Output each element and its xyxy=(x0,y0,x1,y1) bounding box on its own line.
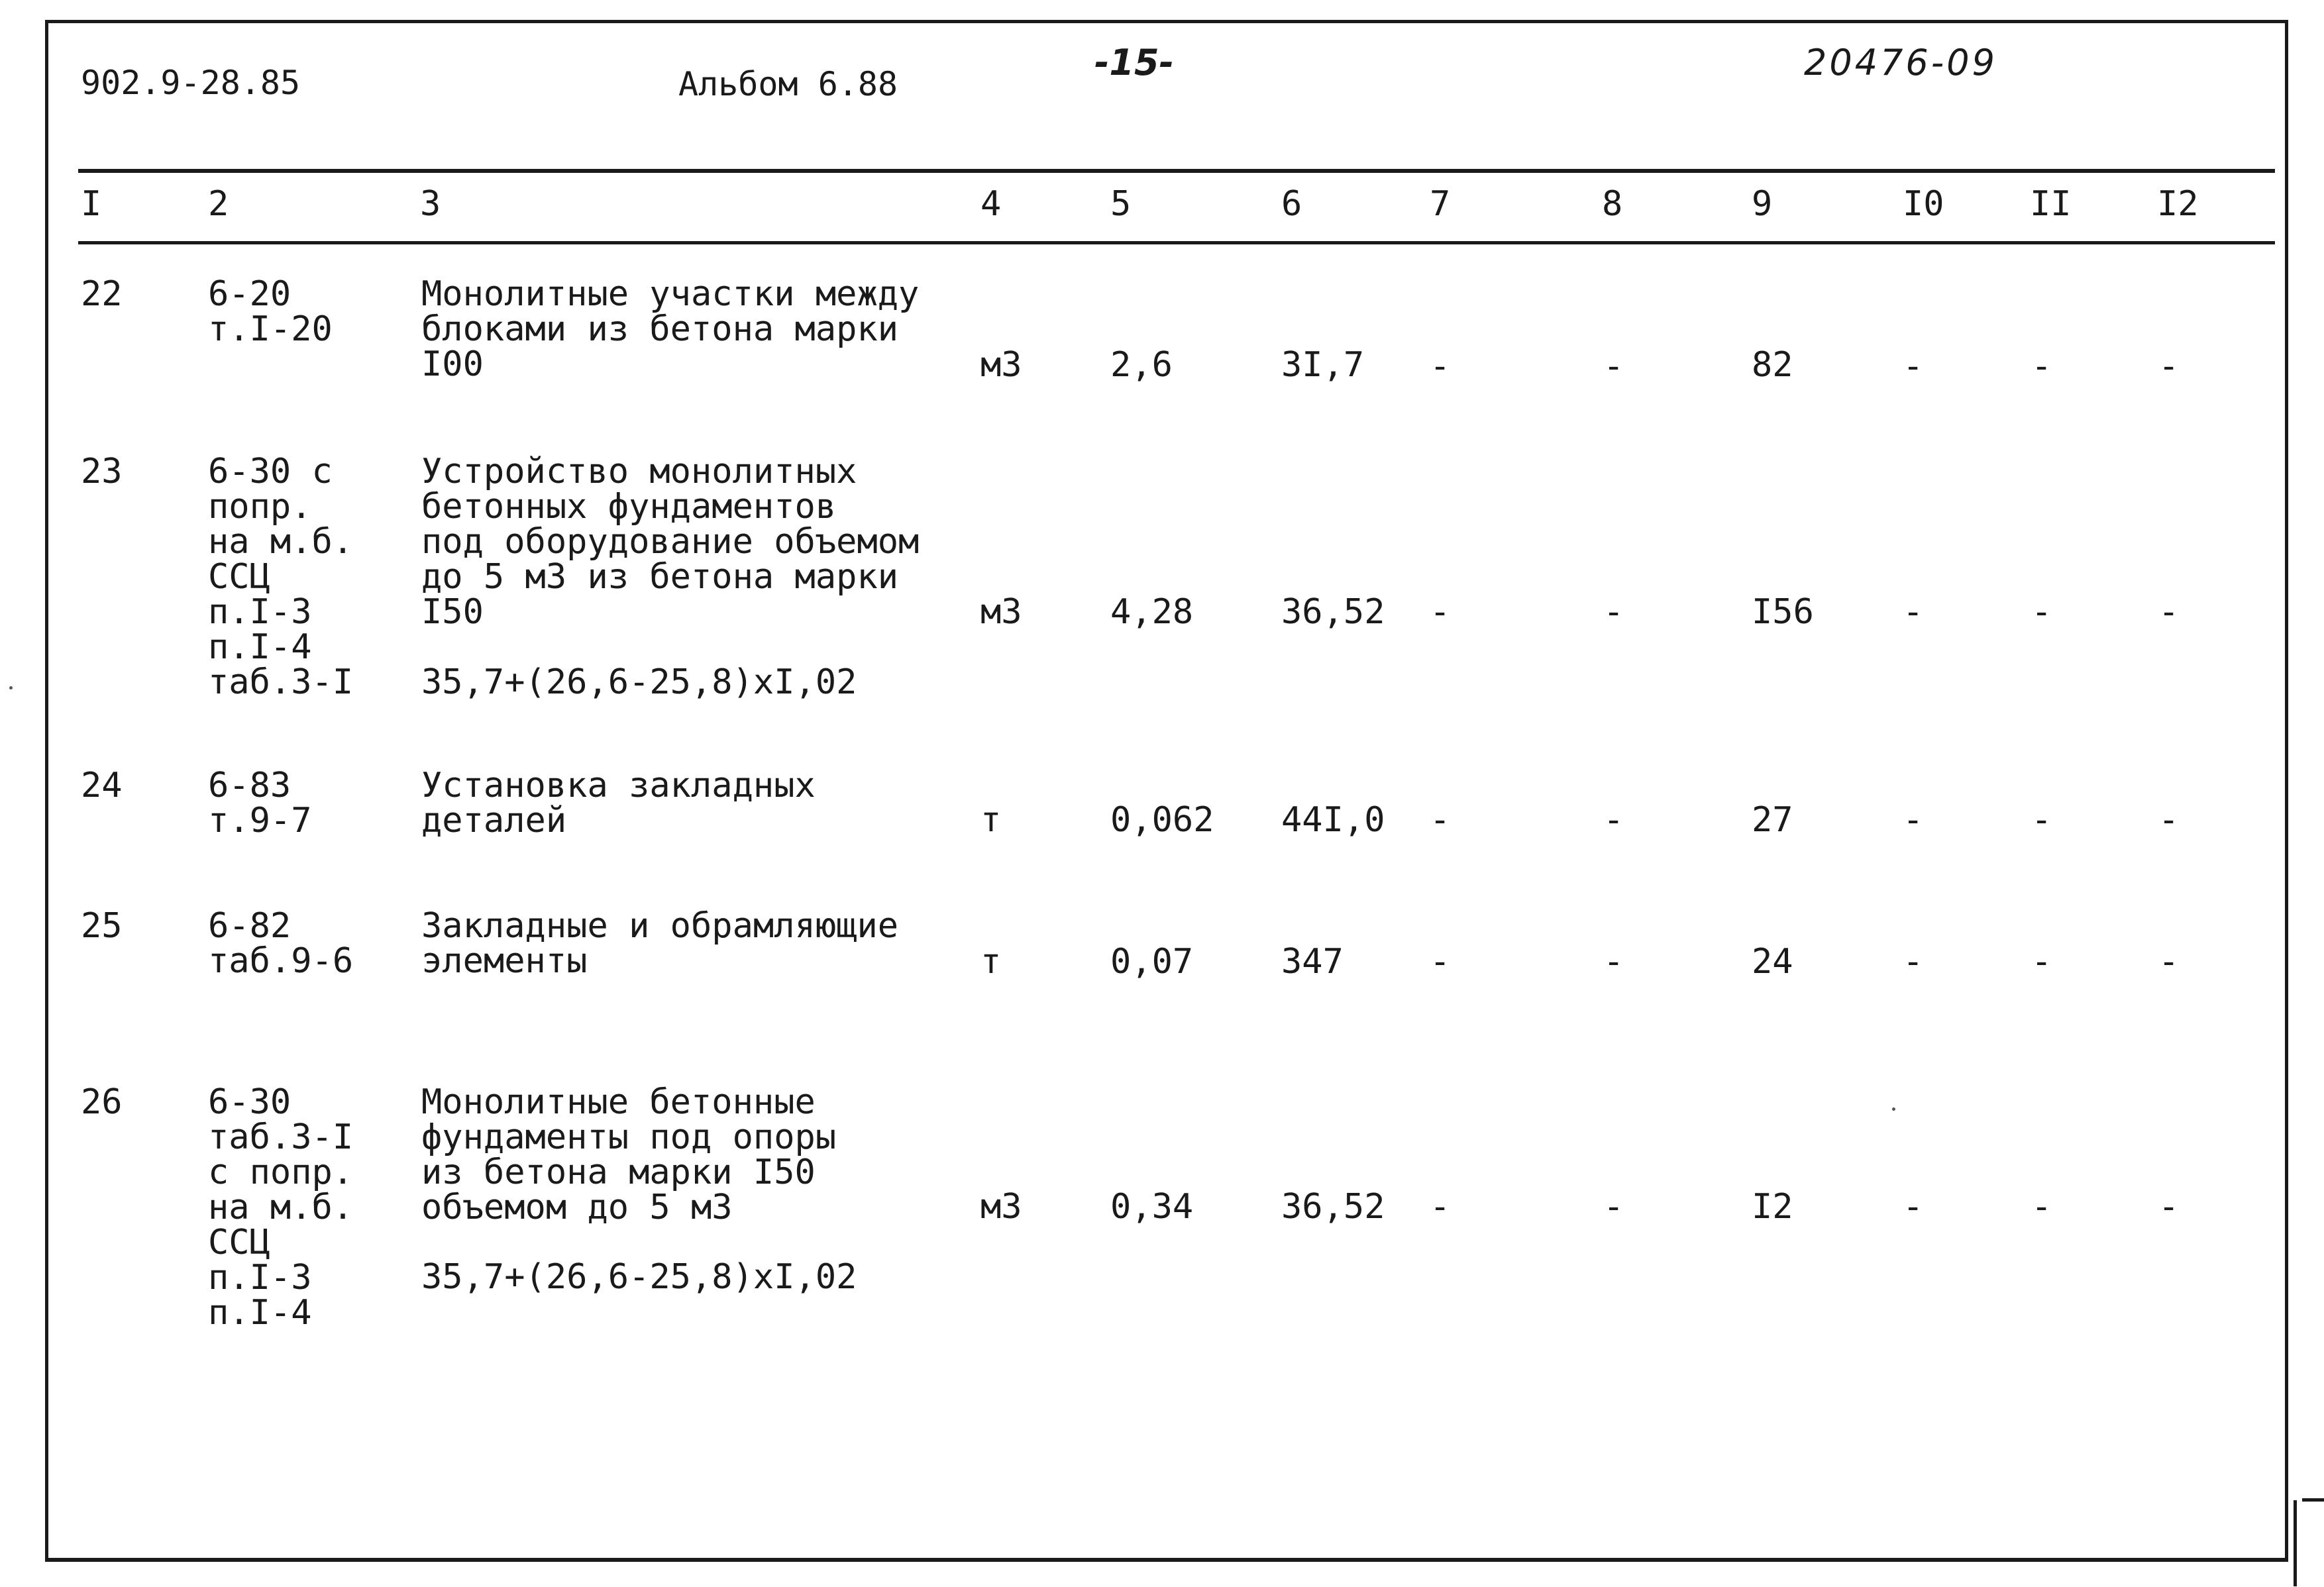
col9-value: I2 xyxy=(1752,1187,1793,1227)
quantity: 0,34 xyxy=(1110,1187,1194,1227)
row-number: 25 xyxy=(81,906,123,946)
col10-value: - xyxy=(1903,592,1924,632)
unit: м3 xyxy=(980,1187,1022,1227)
col11-value: - xyxy=(2031,800,2052,840)
col11-value: - xyxy=(2031,592,2052,632)
column-number: 2 xyxy=(208,184,229,224)
col8-value: - xyxy=(1603,800,1624,840)
unit: т xyxy=(980,800,1002,840)
work-description: Устройство монолитных бетонных фундаментов под оборудование объемом до 5 м3 из бетона марки I50 xyxy=(421,452,920,632)
col12-value: - xyxy=(2158,800,2180,840)
col12-value: - xyxy=(2158,942,2180,982)
page-number: -15- xyxy=(1094,42,1174,83)
col10-value: - xyxy=(1903,942,1924,982)
quantity: 4,28 xyxy=(1110,592,1194,632)
row-number: 26 xyxy=(81,1082,123,1122)
work-description: Монолитные бетонные фундаменты под опоры из бетона марки I50 объемом до 5 м3 xyxy=(421,1082,837,1227)
header-bottom-rule xyxy=(78,241,2275,244)
row-number: 23 xyxy=(81,452,123,491)
column-number: 6 xyxy=(1281,184,1302,224)
binding-mark-vertical xyxy=(2294,1500,2297,1586)
column-number: 4 xyxy=(980,184,1002,224)
unit: м3 xyxy=(980,345,1022,385)
price-formula: 35,7+(26,6-25,8)xI,02 xyxy=(421,1257,857,1297)
quantity: 0,07 xyxy=(1110,942,1194,982)
column-number: 8 xyxy=(1602,184,1623,224)
quantity: 0,062 xyxy=(1110,800,1214,840)
col10-value: - xyxy=(1903,1187,1924,1227)
page-frame xyxy=(45,20,2288,1562)
col11-value: - xyxy=(2031,346,2052,386)
unit: м3 xyxy=(980,592,1022,632)
col12-value: - xyxy=(2158,592,2180,632)
col10-value: - xyxy=(1903,800,1924,840)
column-number: 5 xyxy=(1110,184,1132,224)
scan-speck xyxy=(9,686,13,690)
work-description: Монолитные участки между блоками из бетона марки I00 xyxy=(421,274,920,384)
header-top-rule xyxy=(78,169,2275,173)
col11-value: - xyxy=(2031,942,2052,982)
document-code: 902.9-28.85 xyxy=(81,64,301,102)
col10-value: - xyxy=(1903,346,1924,386)
album-label: Альбом 6.88 xyxy=(678,65,898,103)
column-number: I0 xyxy=(1903,184,1944,224)
column-number: I2 xyxy=(2157,184,2199,224)
unit-price: 36,52 xyxy=(1281,592,1385,632)
column-number: II xyxy=(2030,184,2072,224)
column-number: 9 xyxy=(1752,184,1773,224)
norm-reference: 6-30 с попр. на м.б. ССЦ п.I-3 п.I-4 таб.3-I xyxy=(208,452,354,702)
col11-value: - xyxy=(2031,1187,2052,1227)
row-number: 22 xyxy=(81,274,123,314)
unit: т xyxy=(980,942,1002,982)
column-number: 7 xyxy=(1430,184,1451,224)
col8-value: - xyxy=(1603,592,1624,632)
col9-value: I56 xyxy=(1752,592,1814,632)
norm-reference: 6-82 таб.9-6 xyxy=(208,906,354,981)
col7-value: - xyxy=(1430,942,1451,982)
document-number: 20476-09 xyxy=(1804,42,1997,83)
col12-value: - xyxy=(2158,346,2180,386)
col7-value: - xyxy=(1430,1187,1451,1227)
col7-value: - xyxy=(1430,592,1451,632)
col7-value: - xyxy=(1430,800,1451,840)
col8-value: - xyxy=(1603,346,1624,386)
column-number: 3 xyxy=(420,184,441,224)
unit-price: 44I,0 xyxy=(1281,800,1385,840)
col9-value: 82 xyxy=(1752,345,1793,385)
row-number: 24 xyxy=(81,766,123,805)
quantity: 2,6 xyxy=(1110,345,1173,385)
col8-value: - xyxy=(1603,1187,1624,1227)
binding-mark xyxy=(2302,1498,2324,1502)
unit-price: 347 xyxy=(1281,942,1344,982)
col9-value: 27 xyxy=(1752,800,1793,840)
norm-reference: 6-20 т.I-20 xyxy=(208,274,333,349)
price-formula: 35,7+(26,6-25,8)xI,02 xyxy=(421,662,857,702)
unit-price: 3I,7 xyxy=(1281,345,1365,385)
norm-reference: 6-30 таб.3-I с попр. на м.б. ССЦ п.I-3 п.I-4 xyxy=(208,1082,354,1333)
work-description: Закладные и обрамляющие элементы xyxy=(421,906,899,981)
col8-value: - xyxy=(1603,942,1624,982)
work-description: Установка закладных деталей xyxy=(421,766,816,841)
col9-value: 24 xyxy=(1752,942,1793,982)
column-number: I xyxy=(81,184,102,224)
col12-value: - xyxy=(2158,1187,2180,1227)
norm-reference: 6-83 т.9-7 xyxy=(208,766,312,841)
scan-speck xyxy=(1892,1107,1895,1111)
col7-value: - xyxy=(1430,346,1451,386)
unit-price: 36,52 xyxy=(1281,1187,1385,1227)
